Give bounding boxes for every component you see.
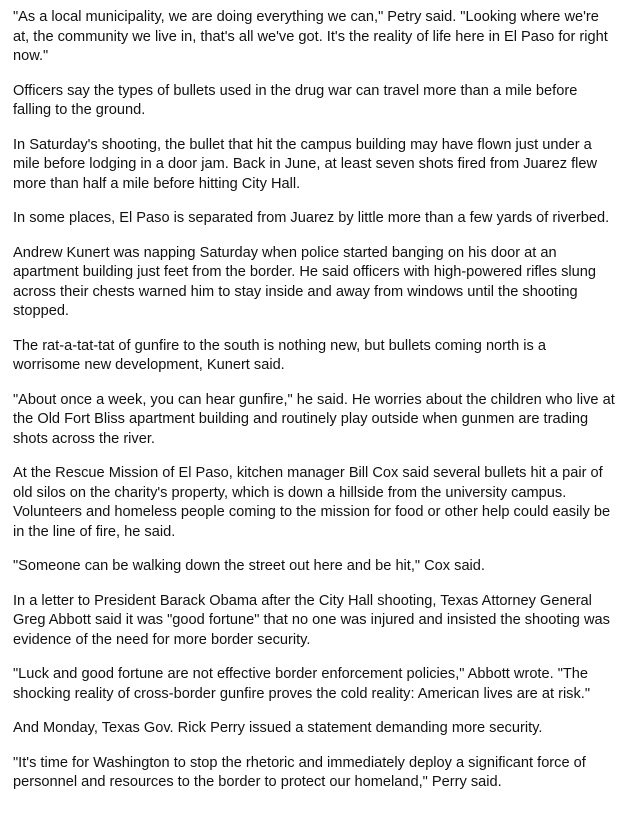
article-paragraph: The rat-a-tat-tat of gunfire to the south is nothing new, but bullets coming north is a worrisome new development, Kunert said. <box>13 337 546 373</box>
article-paragraph: And Monday, Texas Gov. Rick Perry issued a statement demanding more security. <box>13 720 543 736</box>
article-paragraph: Andrew Kunert was napping Saturday when police started banging on his door at an apartment building just feet from the border. He said officers with high-powered rifles slung across their chests warned him to stay inside and away from windows until the shooting stopped. <box>13 244 596 319</box>
article-paragraph: "As a local municipality, we are doing everything we can," Petry said. "Looking where we're at, the community we live in, that's all we've got. It's the reality of life here in El Paso for right now." <box>13 9 608 64</box>
article-paragraph: "Someone can be walking down the street out here and be hit," Cox said. <box>13 558 485 574</box>
article-paragraph: "It's time for Washington to stop the rhetoric and immediately deploy a significant force of personnel and resources to the border to protect our homeland," Perry said. <box>13 754 586 790</box>
article-paragraph: In Saturday's shooting, the bullet that hit the campus building may have flown just under a mile before lodging in a door jam. Back in June, at least seven shots fired from Juarez flew more than half a mile before hitting City Hall. <box>13 136 598 192</box>
article-paragraph: At the Rescue Mission of El Paso, kitchen manager Bill Cox said several bullets hit a pair of old silos on the charity's property, which is down a hillside from the university campus. Volunteers and homeless people coming to the mission for food or other help could easily be in the line of fire, he said. <box>13 465 611 540</box>
article-paragraph: "Luck and good fortune are not effective border enforcement policies," Abbott wrote. "The shocking reality of cross-border gunfire proves the cold reality: American lives are at risk." <box>13 666 591 702</box>
article-paragraph: In some places, El Paso is separated from Juarez by little more than a few yards of riverbed. <box>13 210 610 226</box>
article-paragraph: Officers say the types of bullets used in the drug war can travel more than a mile before falling to the ground. <box>13 82 578 118</box>
article-paragraph: In a letter to President Barack Obama after the City Hall shooting, Texas Attorney General Greg Abbott said it was "good fortune" that no one was injured and insisted the shooting was evidence of the need for more border security. <box>13 592 610 648</box>
article-paragraph: "About once a week, you can hear gunfire," he said. He worries about the children who live at the Old Fort Bliss apartment building and routinely play outside when gunmen are trading shots across the river. <box>13 391 615 447</box>
